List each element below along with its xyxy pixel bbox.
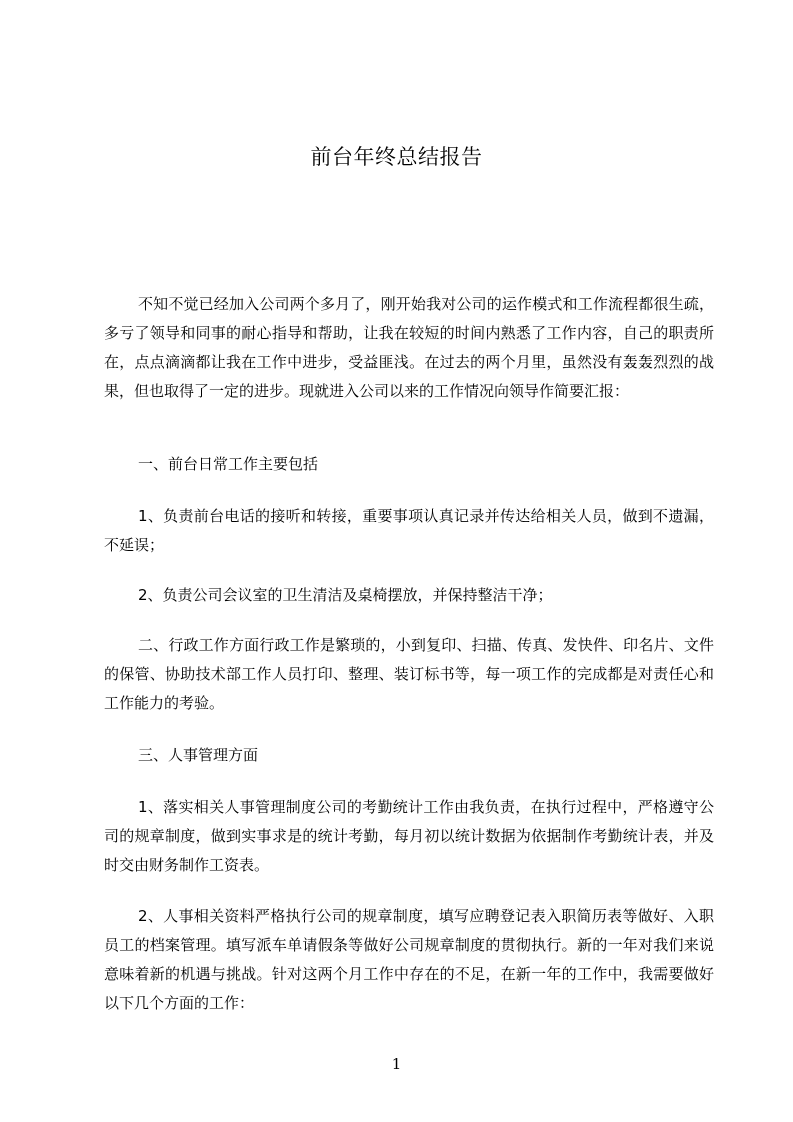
section-heading-daily-work: 一、前台日常工作主要包括 — [138, 455, 319, 473]
section-admin-paragraph: 二、行政工作方面行政工作是繁琐的，小到复印、扫描、传真、发快件、印名片、文件的保管、协助技术部工作人员打印、整理、装订标书等，每一项工作的完成都是对责任心和工作能力的考验。 — [104, 636, 714, 712]
section-heading-hr: 三、人事管理方面 — [138, 746, 259, 764]
hr-item-2: 2、人事相关资料严格执行公司的规章制度，填写应聘登记表入职简历表等做好、入职员工的档案管理。填写派车单请假条等做好公司规章制度的贯彻执行。新的一年对我们来说意味着新的机遇与挑战。针对这两个月工作中存在的不足，在新一年的工作中，我需要做好以下几个方面的工作： — [104, 907, 714, 1012]
document-title: 前台年终总结报告 — [310, 145, 483, 169]
intro-paragraph: 不知不觉已经加入公司两个多月了，刚开始我对公司的运作模式和工作流程都很生疏，多亏了领导和同事的耐心指导和帮助，让我在较短的时间内熟悉了工作内容，自己的职责所在，点点滴滴都让我在工作中进步，受益匪浅。在过去的两个月里，虽然没有轰轰烈烈的战果，但也取得了一定的进步。现就进入公司以来的工作情况向领导作简要汇报： — [104, 295, 714, 400]
daily-work-item-1: 1、负责前台电话的接听和转接，重要事项认真记录并传达给相关人员，做到不遗漏，不延误； — [104, 507, 714, 554]
daily-work-item-2: 2、负责公司会议室的卫生清洁及桌椅摆放，并保持整洁干净； — [138, 586, 553, 604]
hr-item-1: 1、落实相关人事管理制度公司的考勤统计工作由我负责，在执行过程中，严格遵守公司的规章制度，做到实事求是的统计考勤，每月初以统计数据为依据制作考勤统计表，并及时交由财务制作工资表。 — [104, 798, 714, 874]
page-number: 1 — [391, 1055, 402, 1073]
